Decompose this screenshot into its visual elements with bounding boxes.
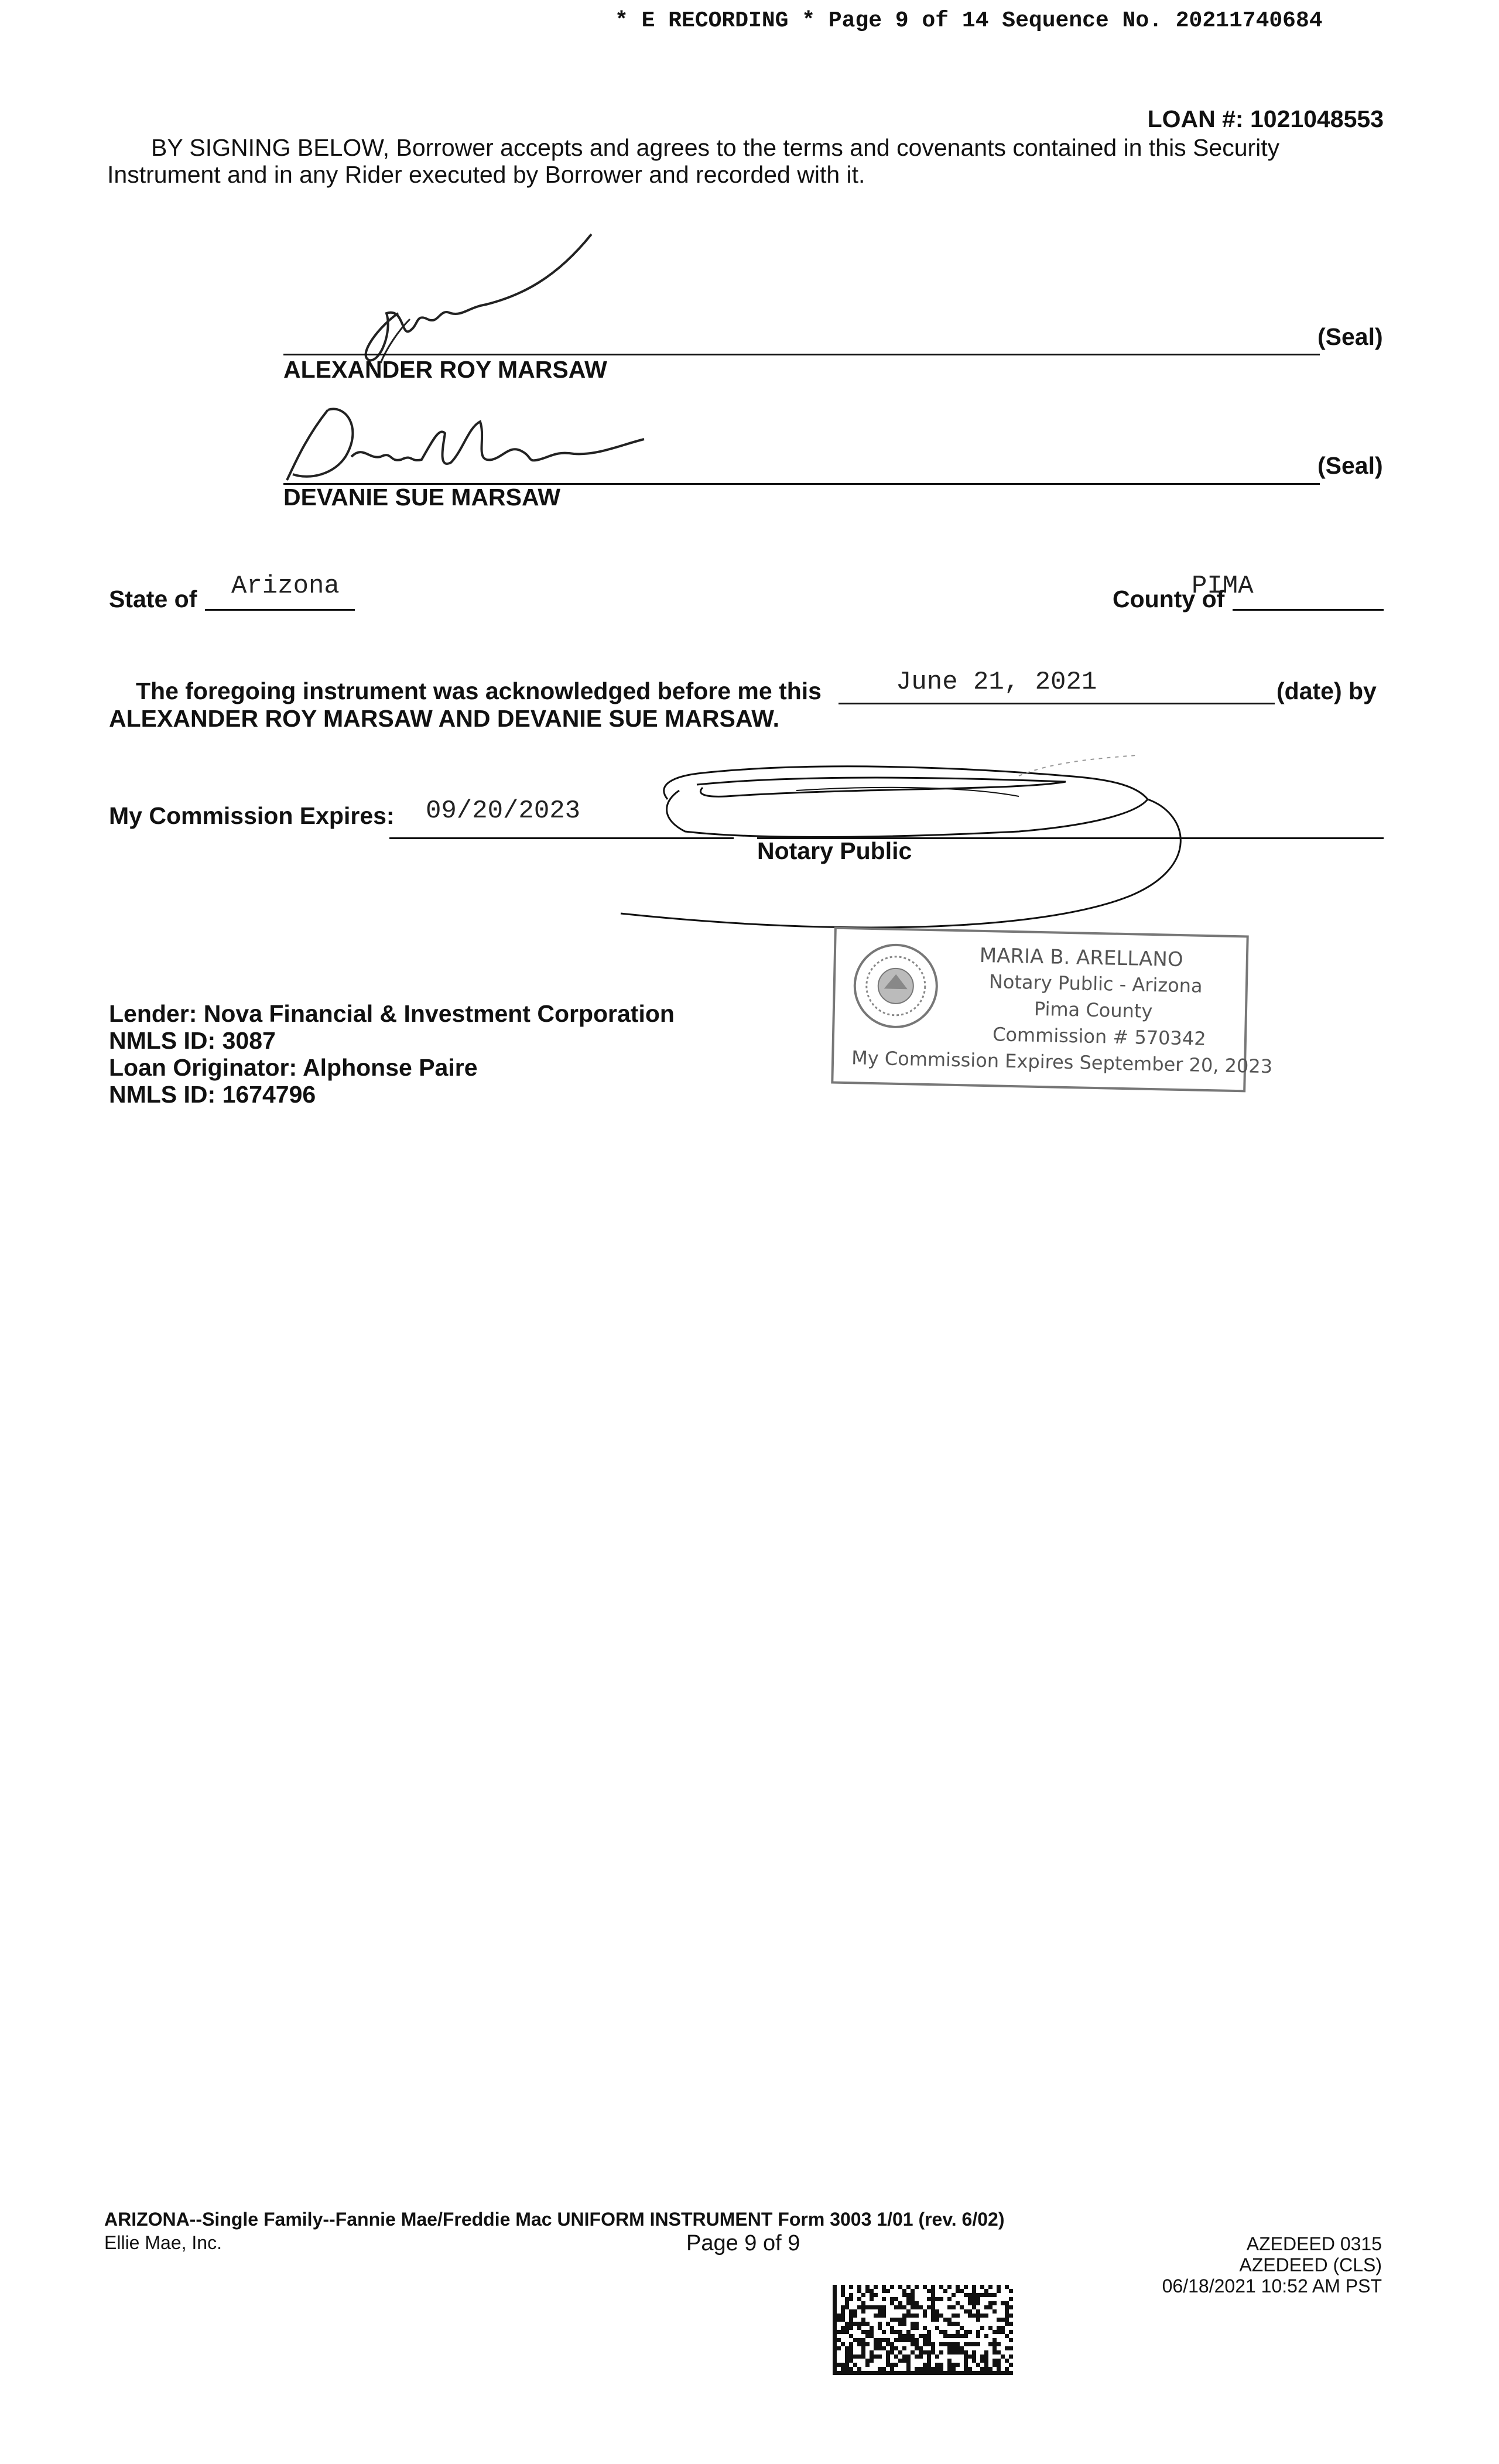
ack-date-line — [839, 703, 1275, 704]
notary-stamp — [831, 927, 1273, 1093]
lender-line: Lender: Nova Financial & Investment Corporation — [109, 1000, 675, 1027]
footer-code-2: AZEDEED (CLS) — [1239, 2254, 1382, 2275]
stamp-title: Notary Public - Arizona — [988, 970, 1203, 997]
county-line — [1233, 609, 1384, 611]
state-label: State of — [109, 586, 197, 612]
seal-label-1: (Seal) — [1317, 323, 1383, 350]
stamp-county: Pima County — [1033, 997, 1153, 1023]
footer-code-1: AZEDEED 0315 — [1246, 2233, 1382, 2254]
page-number: Page 9 of 9 — [686, 2231, 800, 2256]
recording-header: * E RECORDING * Page 9 of 14 Sequence No. 20211740684 — [615, 8, 1323, 33]
acknowledgment-text: The foregoing instrument was acknowledged before me this — [136, 677, 822, 704]
commission-value: 09/20/2023 — [426, 796, 581, 826]
county-value: PIMA — [1192, 571, 1254, 601]
acceptance-line-1: BY SIGNING BELOW, Borrower accepts and agrees to the terms and covenants contained in this Security — [151, 134, 1280, 161]
state-seal-icon — [851, 941, 940, 1031]
stamp-commission: Commission # 570342 — [992, 1023, 1206, 1050]
signature-devanie — [281, 404, 656, 492]
signature-alexander — [345, 231, 650, 366]
originator-line: Loan Originator: Alphonse Paire — [109, 1054, 478, 1081]
commission-label: My Commission Expires: — [109, 802, 395, 829]
notary-signature — [609, 744, 1212, 943]
barcode-icon — [833, 2284, 1013, 2376]
footer-timestamp: 06/18/2021 10:52 AM PST — [1162, 2275, 1382, 2297]
signer-name-2: DEVANIE SUE MARSAW — [283, 484, 561, 511]
county-label: County of — [1113, 586, 1225, 612]
lender-nmls: NMLS ID: 3087 — [109, 1027, 276, 1054]
acknowledged-names: ALEXANDER ROY MARSAW AND DEVANIE SUE MARSAW. — [109, 705, 780, 732]
state-line — [205, 609, 355, 611]
signature-line-1 — [283, 354, 1320, 355]
stamp-expires: My Commission Expires September 20, 2023 — [851, 1046, 1273, 1078]
stamp-name: MARIA B. ARELLANO — [979, 943, 1184, 972]
acceptance-line-2: Instrument and in any Rider executed by Borrower and recorded with it. — [107, 161, 865, 188]
state-value: Arizona — [231, 571, 340, 601]
ack-date: June 21, 2021 — [896, 668, 1097, 697]
publisher: Ellie Mae, Inc. — [104, 2232, 222, 2253]
date-by-label: (date) by — [1276, 677, 1377, 704]
originator-nmls: NMLS ID: 1674796 — [109, 1081, 316, 1108]
loan-number: LOAN #: 1021048553 — [1147, 105, 1384, 132]
form-line: ARIZONA--Single Family--Fannie Mae/Freddie Mac UNIFORM INSTRUMENT Form 3003 1/01 (rev. 6/02) — [104, 2209, 1005, 2230]
notary-public-label: Notary Public — [757, 837, 912, 864]
signer-name-1: ALEXANDER ROY MARSAW — [283, 356, 607, 383]
seal-label-2: (Seal) — [1317, 452, 1383, 479]
